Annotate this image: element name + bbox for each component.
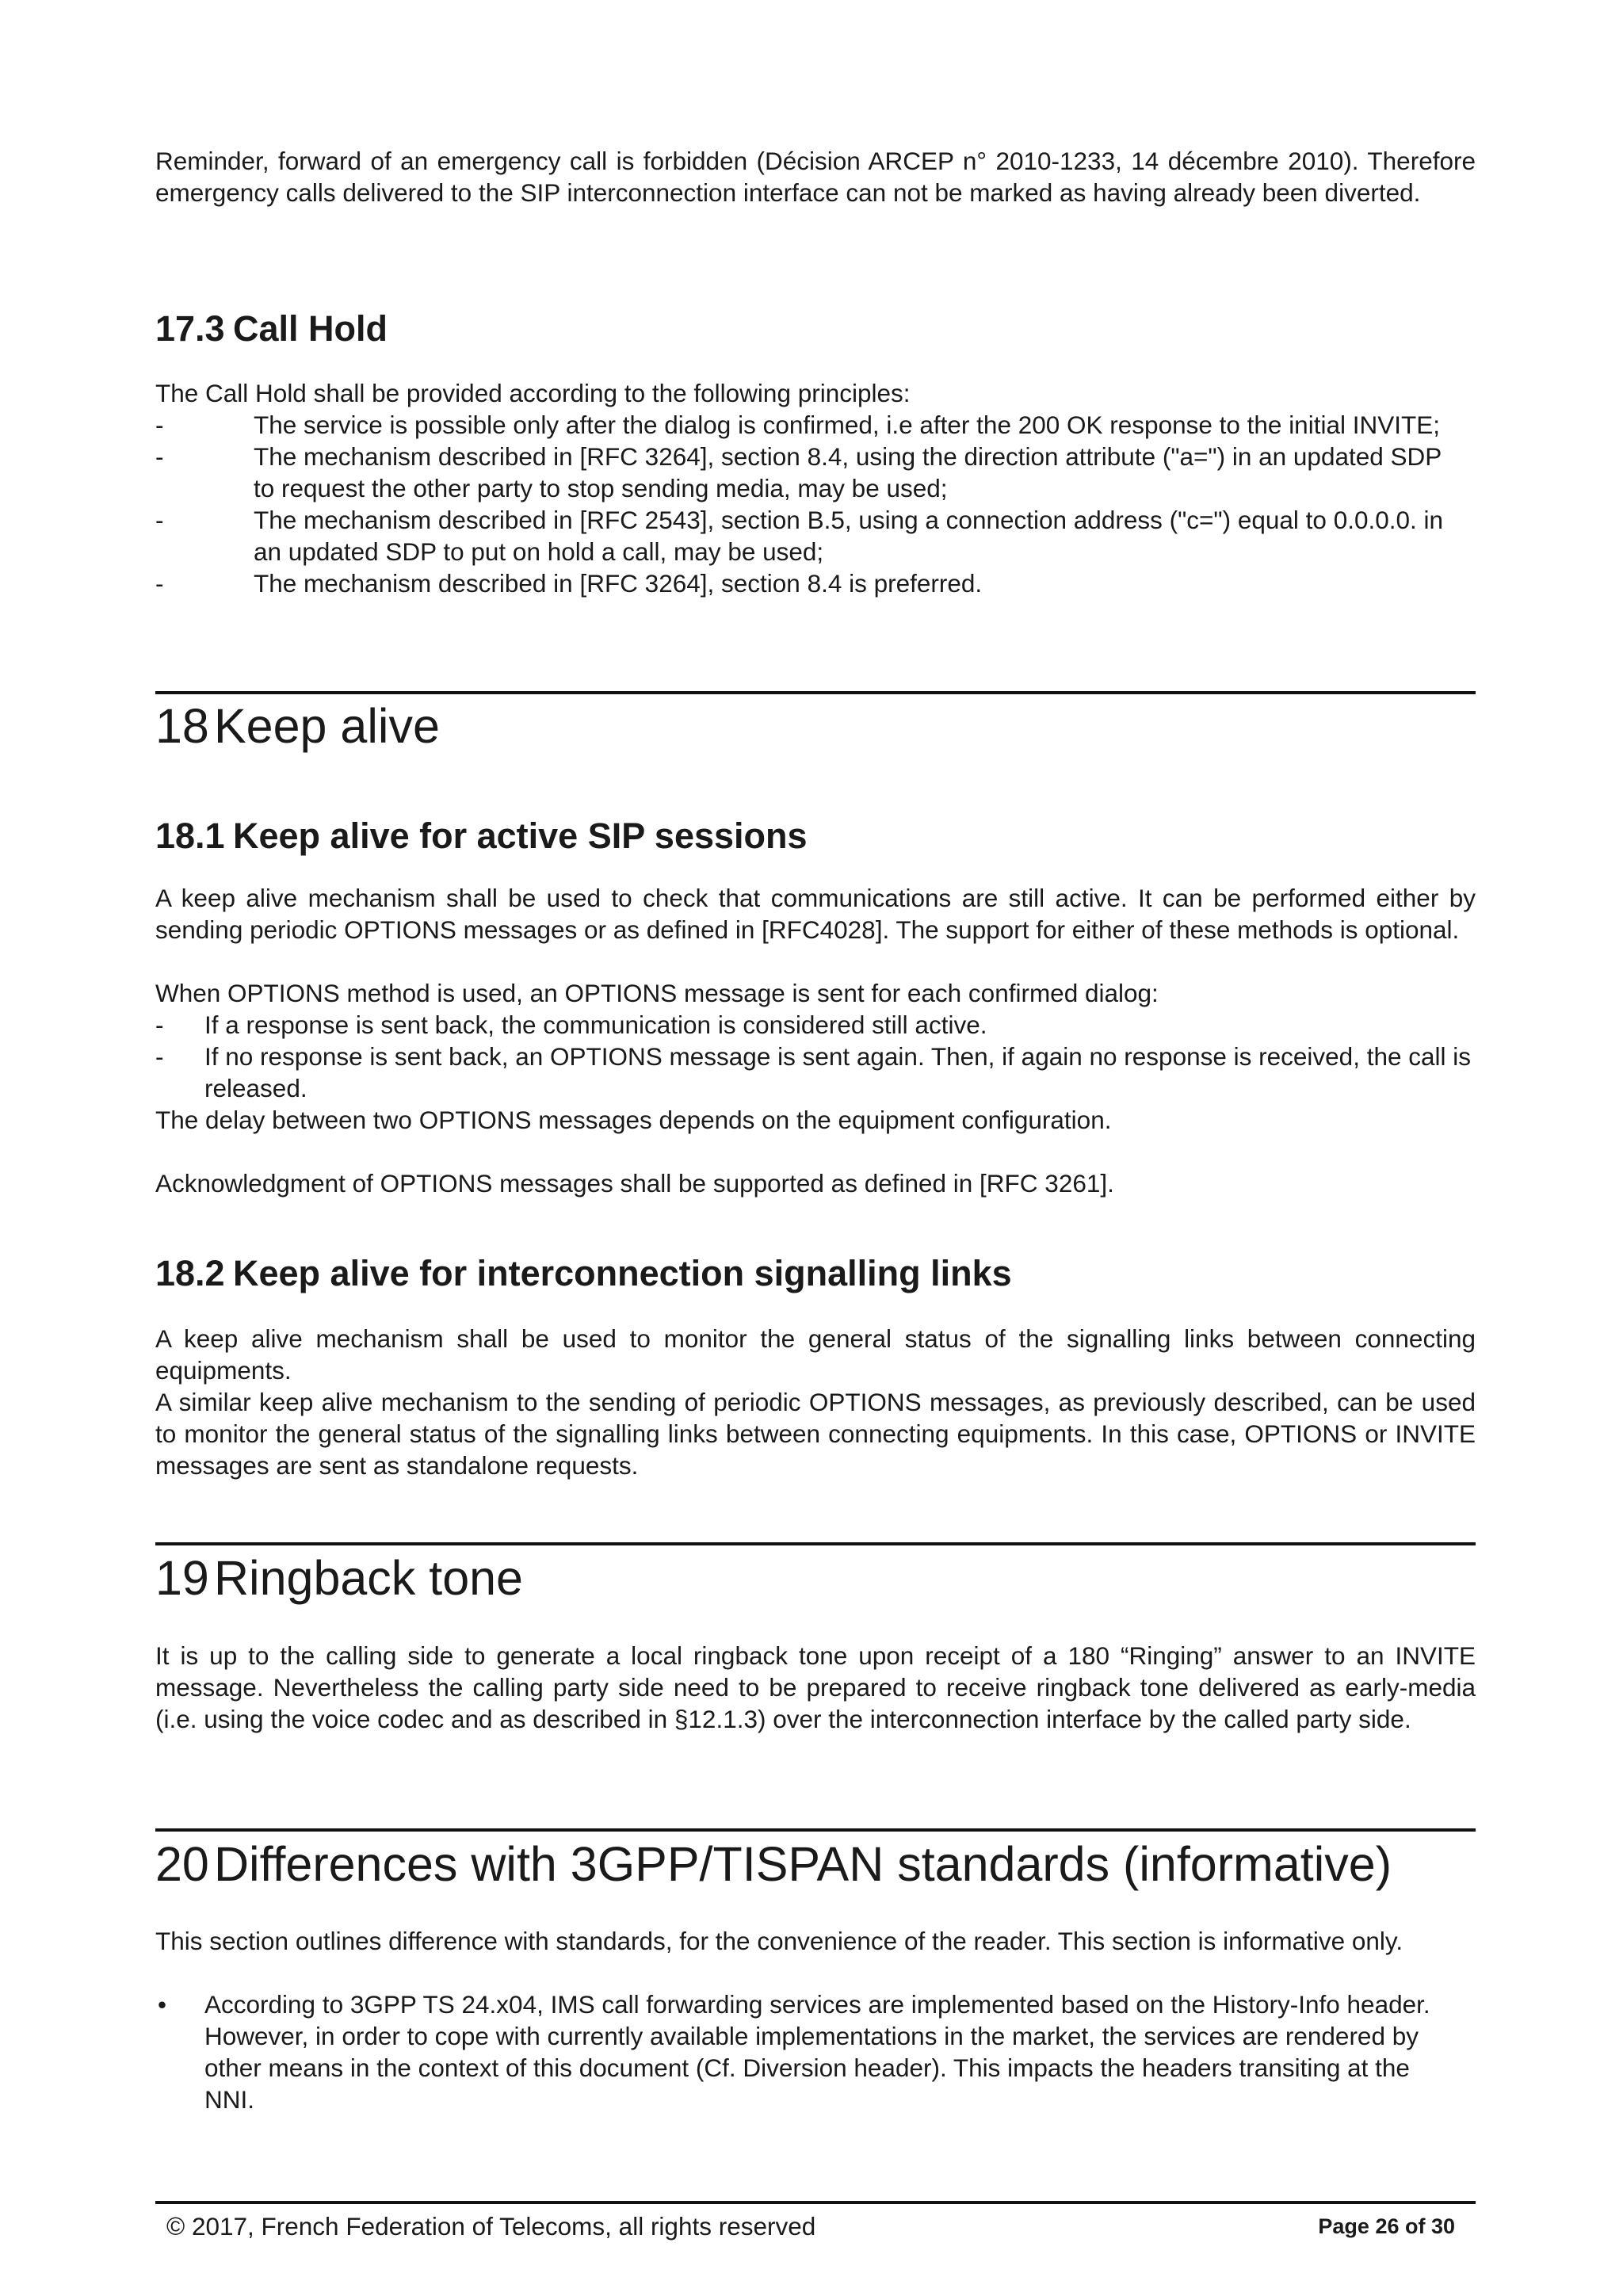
section-rule	[155, 1542, 1476, 1545]
list-item	[155, 441, 1455, 504]
list-item-text: The service is possible only after the dialog is confirmed, i.e after the 200 OK response to the initial INVITE;	[254, 411, 1440, 439]
section-title: Keep alive for interconnection signalling links	[233, 1253, 1012, 1293]
paragraph: This section outlines difference with standards, for the convenience of the reader. This section is informative only.	[155, 1927, 1403, 1955]
footer-rule	[155, 2201, 1476, 2204]
call-hold-intro: The Call Hold shall be provided according to the following principles:	[155, 379, 911, 407]
section-number: 17.3	[155, 308, 225, 349]
list-item-text: If no response is sent back, an OPTIONS message is sent again. Then, if again no response is received, the call is released.	[204, 1042, 1472, 1102]
page-number: Page 26 of 30	[1318, 2214, 1455, 2238]
section-18-1-body	[155, 882, 1476, 1199]
list-item-text: The mechanism described in [RFC 3264], section 8.4 is preferred.	[254, 569, 983, 598]
paragraph: It is up to the calling side to generate a local ringback tone upon receipt of a 180 “Ringing” answer to an INVITE message. Nevertheless the calling party side need to be prepared to receive ringback tone delivered as early-media (i.e. using the voice codec and as described in §12.1.3) over the interconnection interface by the called party side.	[155, 1641, 1476, 1733]
intro-paragraph: Reminder, forward of an emergency call is forbidden (Décision ARCEP n° 2010-1233, 14 décembre 2010). Therefore emergency calls delivered to the SIP interconnection interface can not be marked as having already been diverted.	[155, 147, 1476, 207]
section-18-2-body	[155, 1323, 1476, 1481]
footer-copyright: © 2017, French Federation of Telecoms, all rights reserved	[166, 2212, 816, 2241]
section-20-heading	[155, 1836, 1476, 1893]
chapter-number: 19	[155, 1551, 209, 1605]
section-18-2-heading	[155, 1252, 1476, 1295]
chapter-title: Ringback tone	[214, 1551, 523, 1605]
section-rule	[155, 1828, 1476, 1832]
list-marker: -	[155, 442, 164, 471]
section-17-3-heading	[155, 308, 1476, 350]
list-item	[155, 1009, 1476, 1041]
differences-list	[155, 1988, 1455, 2115]
list-marker: -	[155, 1042, 164, 1071]
chapter-number: 20	[155, 1837, 209, 1891]
list-marker: -	[155, 569, 164, 598]
list-item	[155, 567, 1455, 599]
list-item-text: According to 3GPP TS 24.x04, IMS call forwarding services are implemented based on the History-Info header. However, in order to cope with currently available implementations in the market, the services are rendered by other means in the context of this document (Cf. Diversion header). This impacts the headers transiting at the NNI.	[204, 1990, 1430, 2114]
document-page	[155, 0, 1476, 2296]
list-item	[155, 504, 1455, 567]
paragraph: The delay between two OPTIONS messages depends on the equipment configuration.	[155, 1106, 1112, 1134]
list-item	[155, 1041, 1476, 1104]
section-number: 18.2	[155, 1253, 225, 1293]
call-hold-list	[155, 409, 1455, 599]
section-title: Call Hold	[233, 308, 388, 349]
section-19-body	[155, 1640, 1476, 1735]
section-17-3-body	[155, 377, 1476, 599]
list-marker: -	[155, 411, 164, 439]
list-item	[155, 1988, 1455, 2115]
section-rule	[155, 691, 1476, 694]
paragraph: When OPTIONS method is used, an OPTIONS message is sent for each confirmed dialog:	[155, 979, 1159, 1007]
section-19-heading	[155, 1549, 1476, 1606]
paragraph: A similar keep alive mechanism to the sending of periodic OPTIONS messages, as previously described, can be used to monitor the general status of the signalling links between connecting equipments. In this case, OPTIONS or INVITE messages are sent as standalone requests.	[155, 1388, 1476, 1480]
list-item	[155, 409, 1455, 441]
paragraph: Acknowledgment of OPTIONS messages shall be supported as defined in [RFC 3261].	[155, 1169, 1114, 1198]
section-20-body	[155, 1925, 1476, 2115]
list-item-text: The mechanism described in [RFC 2543], section B.5, using a connection address ("c=") equal to 0.0.0.0. in an updated SDP to put on hold a call, may be used;	[254, 506, 1444, 566]
section-18-heading	[155, 697, 1476, 755]
paragraph: A keep alive mechanism shall be used to check that communications are still active. It can be performed either by sending periodic OPTIONS messages or as defined in [RFC4028]. The support for either of these methods is optional.	[155, 884, 1476, 944]
chapter-title: Keep alive	[214, 699, 440, 753]
list-item-text: The mechanism described in [RFC 3264], section 8.4, using the direction attribute ("a=") in an updated SDP to request the other party to stop sending media, may be used;	[254, 442, 1442, 502]
paragraph: A keep alive mechanism shall be used to monitor the general status of the signalling links between connecting equipments.	[155, 1324, 1476, 1385]
options-list	[155, 1009, 1476, 1104]
list-item-text: If a response is sent back, the communication is considered still active.	[204, 1010, 987, 1039]
list-marker: -	[155, 506, 164, 534]
intro-block	[155, 145, 1476, 208]
chapter-title: Differences with 3GPP/TISPAN standards (informative)	[214, 1837, 1392, 1891]
section-number: 18.1	[155, 816, 225, 856]
bullet-marker: •	[158, 1990, 167, 2019]
section-18-1-heading	[155, 815, 1476, 858]
list-marker: -	[155, 1010, 164, 1039]
chapter-number: 18	[155, 699, 209, 753]
section-title: Keep alive for active SIP sessions	[233, 816, 808, 856]
